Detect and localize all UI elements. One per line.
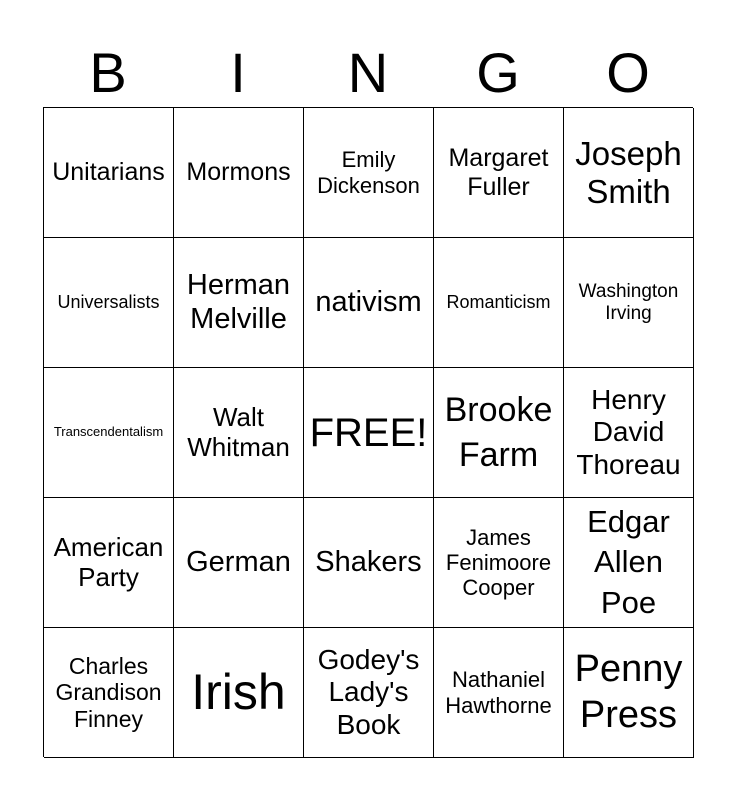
bingo-cell[interactable]: Universalists (44, 238, 174, 368)
bingo-cell[interactable]: Shakers (304, 498, 434, 628)
bingo-cell[interactable]: Irish (174, 628, 304, 758)
bingo-cell[interactable]: Nathaniel Hawthorne (434, 628, 564, 758)
header-letter-i: I (230, 41, 246, 104)
bingo-cell[interactable]: Henry David Thoreau (564, 368, 694, 498)
bingo-cell[interactable]: Margaret Fuller (434, 108, 564, 238)
bingo-cell[interactable]: American Party (44, 498, 174, 628)
bingo-cell[interactable]: Walt Whitman (174, 368, 304, 498)
bingo-cell[interactable]: Unitarians (44, 108, 174, 238)
bingo-cell[interactable]: Joseph Smith (564, 108, 694, 238)
bingo-header (43, 38, 693, 108)
header-letter-o: O (606, 41, 650, 104)
bingo-cell[interactable]: James Fenimoore Cooper (434, 498, 564, 628)
bingo-cell[interactable]: Brooke Farm (434, 368, 564, 498)
bingo-cell[interactable]: Herman Melville (174, 238, 304, 368)
bingo-cell[interactable]: Godey's Lady's Book (304, 628, 434, 758)
header-letter-b: B (89, 41, 127, 104)
bingo-cell[interactable]: German (174, 498, 304, 628)
bingo-cell[interactable]: Transcendentalism (44, 368, 174, 498)
free-space-cell[interactable]: FREE! (304, 368, 434, 498)
bingo-cell[interactable]: Edgar Allen Poe (564, 498, 694, 628)
bingo-cell[interactable]: Penny Press (564, 628, 694, 758)
bingo-board (43, 107, 693, 757)
bingo-cell[interactable]: Charles Grandison Finney (44, 628, 174, 758)
header-letter-g: G (476, 41, 520, 104)
bingo-cell[interactable]: Romanticism (434, 238, 564, 368)
bingo-cell[interactable]: nativism (304, 238, 434, 368)
bingo-cell[interactable]: Emily Dickenson (304, 108, 434, 238)
bingo-cell[interactable]: Mormons (174, 108, 304, 238)
bingo-cell[interactable]: Washington Irving (564, 238, 694, 368)
header-letter-n: N (347, 41, 389, 104)
